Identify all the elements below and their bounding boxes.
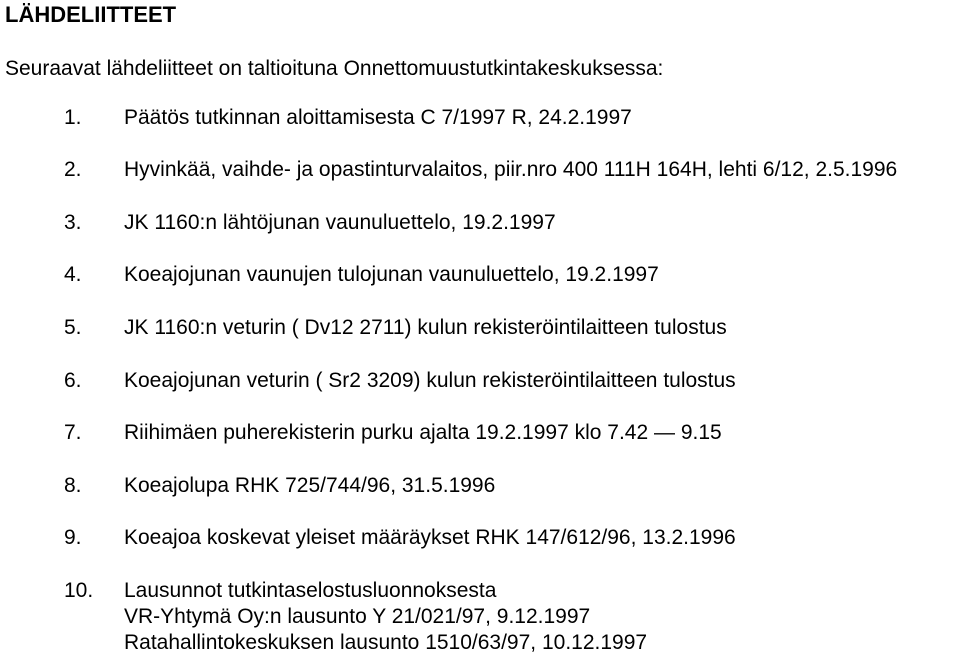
intro-text: Seuraavat lähdeliitteet on taltioituna Onnettomuustutkintakeskuksessa: xyxy=(5,57,664,80)
list-item-number: 2. xyxy=(64,158,82,181)
list-item-number: 1. xyxy=(64,106,82,129)
list-item-number: 4. xyxy=(64,263,82,286)
list-item-number: 9. xyxy=(64,526,82,549)
list-item-line: Koeajojunan vaunujen tulojunan vaunuluettelo, 19.2.1997 xyxy=(124,263,659,286)
list-item-number: 6. xyxy=(64,369,82,392)
list-item-line: Riihimäen puherekisterin purku ajalta 19.2.1997 klo 7.42 — 9.15 xyxy=(124,421,722,444)
list-item-text xyxy=(124,105,632,131)
list-item-text xyxy=(124,210,556,236)
list-item-line: Ratahallintokeskuksen lausunto 1510/63/97, 10.12.1997 xyxy=(124,631,648,654)
list-item-text xyxy=(124,157,897,183)
list-item-line: JK 1160:n veturin ( Dv12 2711) kulun rekisteröintilaitteen tulostus xyxy=(124,316,727,339)
list-item-number: 10. xyxy=(64,579,94,602)
list-item-text xyxy=(124,262,659,288)
list-item-line: Päätös tutkinnan aloittamisesta C 7/1997 R, 24.2.1997 xyxy=(124,106,632,129)
list-item-text xyxy=(124,578,647,656)
page-title: LÄHDELIITTEET xyxy=(5,2,177,27)
list-item-text xyxy=(124,368,736,394)
list-item-number: 7. xyxy=(64,421,82,444)
list-item-text xyxy=(124,420,722,446)
list-item-line: Koeajolupa RHK 725/744/96, 31.5.1996 xyxy=(124,474,496,497)
list-item-line: JK 1160:n lähtöjunan vaunuluettelo, 19.2.1997 xyxy=(124,211,556,234)
list-item-number: 8. xyxy=(64,474,82,497)
list-item-line: Koeajojunan veturin ( Sr2 3209) kulun rekisteröintilaitteen tulostus xyxy=(124,369,736,392)
list-item-number: 3. xyxy=(64,211,82,234)
list-item-line: Koeajoa koskevat yleiset määräykset RHK 147/612/96, 13.2.1996 xyxy=(124,526,736,549)
list-item-text xyxy=(124,525,736,551)
list-item-number: 5. xyxy=(64,316,82,339)
list-item-text xyxy=(124,473,495,499)
list-item-line: VR-Yhtymä Oy:n lausunto Y 21/021/97, 9.12.1997 xyxy=(124,605,591,628)
list-item-line: Hyvinkää, vaihde- ja opastinturvalaitos, piir.nro 400 111H 164H, lehti 6/12, 2.5.1996 xyxy=(124,158,898,181)
list-item-text xyxy=(124,315,727,341)
list-item-line: Lausunnot tutkintaselostusluonnoksesta xyxy=(124,579,497,602)
